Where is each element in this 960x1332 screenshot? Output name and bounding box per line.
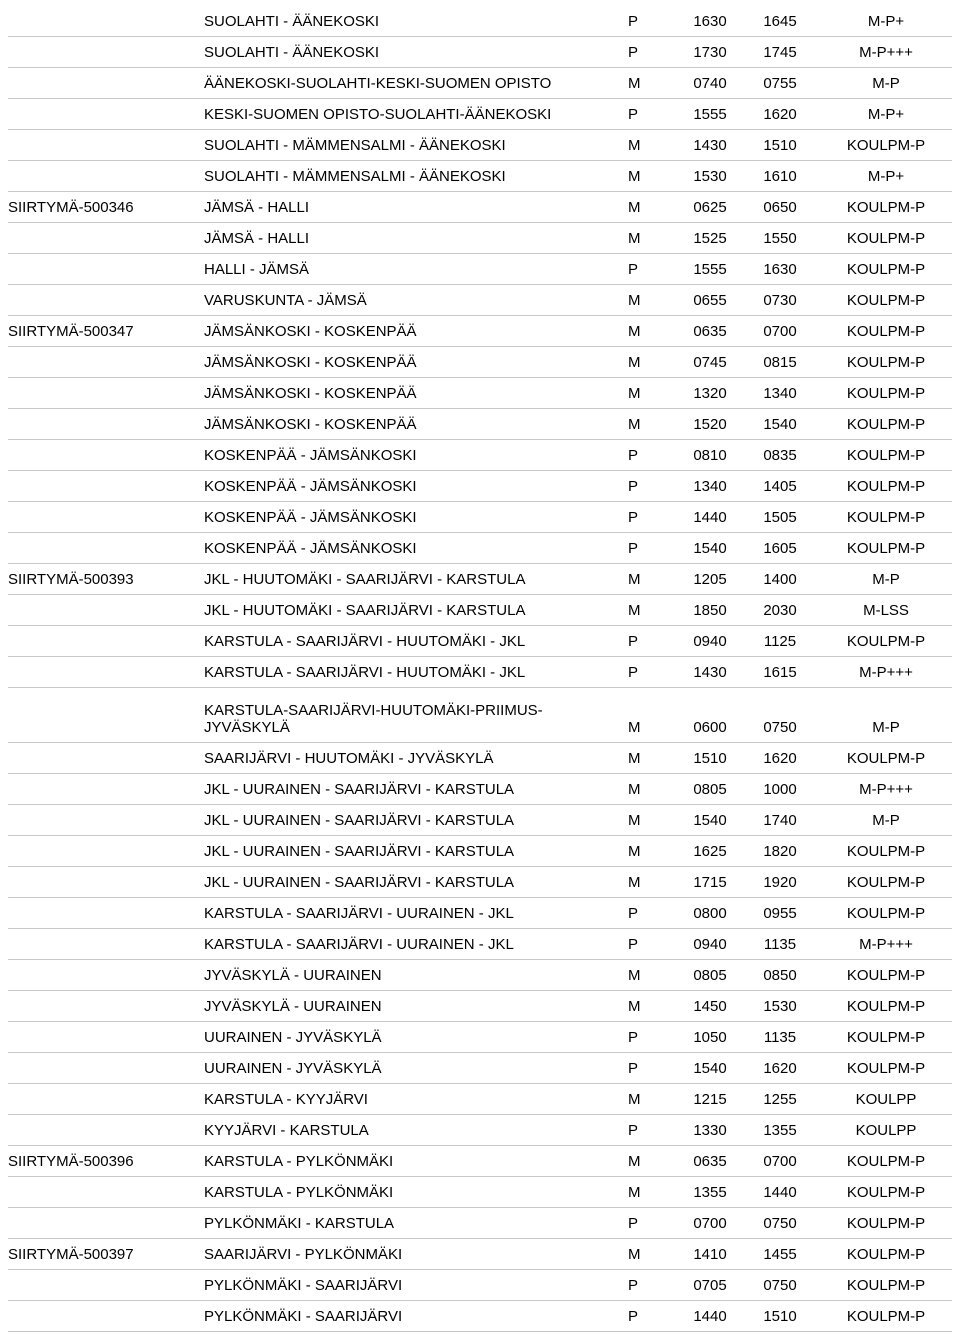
- route-cell: JKL - UURAINEN - SAARIJÄRVI - KARSTULA: [204, 836, 628, 867]
- direction-cell: P: [628, 1053, 680, 1084]
- line-id-cell: [8, 409, 204, 440]
- operating-days-cell: KOULPM-P: [820, 192, 952, 223]
- direction-cell: M: [628, 285, 680, 316]
- line-id-cell: [8, 502, 204, 533]
- direction-cell: M: [628, 409, 680, 440]
- schedule-table: [8, 6, 952, 1332]
- departure-time-cell: 0635: [680, 316, 740, 347]
- arrival-time-cell: 0700: [740, 316, 820, 347]
- line-id-cell: SIIRTYMÄ-500346: [8, 192, 204, 223]
- arrival-time-cell: 1530: [740, 991, 820, 1022]
- table-row: [8, 192, 952, 223]
- route-cell: KARSTULA - SAARIJÄRVI - UURAINEN - JKL: [204, 898, 628, 929]
- arrival-time-cell: 1605: [740, 533, 820, 564]
- route-cell: SUOLAHTI - MÄMMENSALMI - ÄÄNEKOSKI: [204, 161, 628, 192]
- route-cell: KARSTULA - SAARIJÄRVI - HUUTOMÄKI - JKL: [204, 657, 628, 688]
- line-id-cell: [8, 1301, 204, 1332]
- operating-days-cell: KOULPM-P: [820, 130, 952, 161]
- direction-cell: M: [628, 774, 680, 805]
- departure-time-cell: 1410: [680, 1239, 740, 1270]
- arrival-time-cell: 1620: [740, 743, 820, 774]
- table-row: [8, 991, 952, 1022]
- arrival-time-cell: 1820: [740, 836, 820, 867]
- table-row: [8, 37, 952, 68]
- schedule-body: [8, 6, 952, 1332]
- table-row: [8, 595, 952, 626]
- arrival-time-cell: 1620: [740, 99, 820, 130]
- direction-cell: P: [628, 1301, 680, 1332]
- arrival-time-cell: 1540: [740, 409, 820, 440]
- route-cell: KOSKENPÄÄ - JÄMSÄNKOSKI: [204, 471, 628, 502]
- departure-time-cell: 1625: [680, 836, 740, 867]
- arrival-time-cell: 1405: [740, 471, 820, 502]
- operating-days-cell: KOULPM-P: [820, 1022, 952, 1053]
- line-id-cell: [8, 161, 204, 192]
- departure-time-cell: 1340: [680, 471, 740, 502]
- line-id-cell: SIIRTYMÄ-500397: [8, 1239, 204, 1270]
- table-row: [8, 130, 952, 161]
- arrival-time-cell: 1125: [740, 626, 820, 657]
- route-cell: SUOLAHTI - ÄÄNEKOSKI: [204, 37, 628, 68]
- line-id-cell: [8, 68, 204, 99]
- operating-days-cell: KOULPM-P: [820, 409, 952, 440]
- line-id-cell: [8, 743, 204, 774]
- line-id-cell: [8, 471, 204, 502]
- line-id-cell: [8, 1177, 204, 1208]
- route-cell: UURAINEN - JYVÄSKYLÄ: [204, 1022, 628, 1053]
- direction-cell: P: [628, 254, 680, 285]
- operating-days-cell: KOULPM-P: [820, 1177, 952, 1208]
- operating-days-cell: KOULPM-P: [820, 836, 952, 867]
- line-id-cell: [8, 836, 204, 867]
- direction-cell: P: [628, 929, 680, 960]
- table-row: [8, 254, 952, 285]
- departure-time-cell: 1530: [680, 161, 740, 192]
- departure-time-cell: 1320: [680, 378, 740, 409]
- direction-cell: P: [628, 533, 680, 564]
- arrival-time-cell: 1255: [740, 1084, 820, 1115]
- direction-cell: M: [628, 130, 680, 161]
- table-row: [8, 1053, 952, 1084]
- route-cell: KARSTULA - KYYJÄRVI: [204, 1084, 628, 1115]
- route-cell: KARSTULA - PYLKÖNMÄKI: [204, 1177, 628, 1208]
- operating-days-cell: M-P+++: [820, 774, 952, 805]
- departure-time-cell: 1440: [680, 502, 740, 533]
- arrival-time-cell: 1630: [740, 254, 820, 285]
- arrival-time-cell: 0815: [740, 347, 820, 378]
- arrival-time-cell: 0850: [740, 960, 820, 991]
- arrival-time-cell: 0700: [740, 1146, 820, 1177]
- departure-time-cell: 0705: [680, 1270, 740, 1301]
- line-id-cell: [8, 223, 204, 254]
- operating-days-cell: M-LSS: [820, 595, 952, 626]
- line-id-cell: [8, 99, 204, 130]
- table-row: [8, 805, 952, 836]
- arrival-time-cell: 1455: [740, 1239, 820, 1270]
- direction-cell: M: [628, 347, 680, 378]
- departure-time-cell: 1355: [680, 1177, 740, 1208]
- arrival-time-cell: 1355: [740, 1115, 820, 1146]
- operating-days-cell: KOULPM-P: [820, 1208, 952, 1239]
- table-row: [8, 409, 952, 440]
- route-cell: JKL - HUUTOMÄKI - SAARIJÄRVI - KARSTULA: [204, 595, 628, 626]
- operating-days-cell: KOULPM-P: [820, 471, 952, 502]
- direction-cell: M: [628, 1177, 680, 1208]
- operating-days-cell: KOULPM-P: [820, 1270, 952, 1301]
- arrival-time-cell: 1550: [740, 223, 820, 254]
- line-id-cell: [8, 37, 204, 68]
- operating-days-cell: M-P+: [820, 6, 952, 37]
- operating-days-cell: KOULPM-P: [820, 626, 952, 657]
- direction-cell: P: [628, 99, 680, 130]
- arrival-time-cell: 0730: [740, 285, 820, 316]
- route-cell: HALLI - JÄMSÄ: [204, 254, 628, 285]
- operating-days-cell: KOULPM-P: [820, 991, 952, 1022]
- arrival-time-cell: 1505: [740, 502, 820, 533]
- arrival-time-cell: 1135: [740, 1022, 820, 1053]
- line-id-cell: [8, 774, 204, 805]
- operating-days-cell: KOULPM-P: [820, 743, 952, 774]
- operating-days-cell: KOULPP: [820, 1084, 952, 1115]
- table-row: [8, 99, 952, 130]
- line-id-cell: [8, 533, 204, 564]
- departure-time-cell: 1330: [680, 1115, 740, 1146]
- operating-days-cell: KOULPM-P: [820, 254, 952, 285]
- direction-cell: M: [628, 68, 680, 99]
- table-row: [8, 898, 952, 929]
- operating-days-cell: KOULPM-P: [820, 502, 952, 533]
- route-cell: JÄMSÄ - HALLI: [204, 223, 628, 254]
- table-row: [8, 836, 952, 867]
- operating-days-cell: M-P: [820, 805, 952, 836]
- departure-time-cell: 0700: [680, 1208, 740, 1239]
- route-cell: KESKI-SUOMEN OPISTO-SUOLAHTI-ÄÄNEKOSKI: [204, 99, 628, 130]
- arrival-time-cell: 1645: [740, 6, 820, 37]
- direction-cell: M: [628, 743, 680, 774]
- arrival-time-cell: 0955: [740, 898, 820, 929]
- direction-cell: P: [628, 37, 680, 68]
- table-row: [8, 1022, 952, 1053]
- departure-time-cell: 0745: [680, 347, 740, 378]
- departure-time-cell: 1555: [680, 254, 740, 285]
- departure-time-cell: 1540: [680, 533, 740, 564]
- operating-days-cell: KOULPP: [820, 1115, 952, 1146]
- table-row: [8, 502, 952, 533]
- departure-time-cell: 0810: [680, 440, 740, 471]
- direction-cell: M: [628, 1239, 680, 1270]
- route-cell: JKL - UURAINEN - SAARIJÄRVI - KARSTULA: [204, 774, 628, 805]
- operating-days-cell: M-P+: [820, 161, 952, 192]
- table-row: [8, 285, 952, 316]
- line-id-cell: [8, 6, 204, 37]
- operating-days-cell: KOULPM-P: [820, 316, 952, 347]
- arrival-time-cell: 1615: [740, 657, 820, 688]
- line-id-cell: [8, 285, 204, 316]
- line-id-cell: [8, 688, 204, 743]
- direction-cell: M: [628, 595, 680, 626]
- arrival-time-cell: 0650: [740, 192, 820, 223]
- direction-cell: P: [628, 657, 680, 688]
- route-cell: SAARIJÄRVI - HUUTOMÄKI - JYVÄSKYLÄ: [204, 743, 628, 774]
- route-cell: KOSKENPÄÄ - JÄMSÄNKOSKI: [204, 502, 628, 533]
- arrival-time-cell: 0835: [740, 440, 820, 471]
- route-cell: JYVÄSKYLÄ - UURAINEN: [204, 991, 628, 1022]
- operating-days-cell: M-P+: [820, 99, 952, 130]
- direction-cell: M: [628, 192, 680, 223]
- table-row: [8, 471, 952, 502]
- table-row: [8, 440, 952, 471]
- table-row: [8, 1146, 952, 1177]
- line-id-cell: [8, 657, 204, 688]
- operating-days-cell: KOULPM-P: [820, 378, 952, 409]
- line-id-cell: [8, 1208, 204, 1239]
- direction-cell: M: [628, 161, 680, 192]
- direction-cell: P: [628, 440, 680, 471]
- route-cell: KOSKENPÄÄ - JÄMSÄNKOSKI: [204, 440, 628, 471]
- operating-days-cell: KOULPM-P: [820, 347, 952, 378]
- departure-time-cell: 1430: [680, 130, 740, 161]
- operating-days-cell: M-P+++: [820, 37, 952, 68]
- line-id-cell: [8, 805, 204, 836]
- route-cell: JÄMSÄNKOSKI - KOSKENPÄÄ: [204, 378, 628, 409]
- route-cell: KARSTULA - SAARIJÄRVI - UURAINEN - JKL: [204, 929, 628, 960]
- line-id-cell: [8, 960, 204, 991]
- route-cell: KARSTULA - PYLKÖNMÄKI: [204, 1146, 628, 1177]
- route-cell: VARUSKUNTA - JÄMSÄ: [204, 285, 628, 316]
- line-id-cell: [8, 130, 204, 161]
- direction-cell: M: [628, 223, 680, 254]
- arrival-time-cell: 1510: [740, 130, 820, 161]
- arrival-time-cell: 0755: [740, 68, 820, 99]
- operating-days-cell: KOULPM-P: [820, 285, 952, 316]
- departure-time-cell: 1730: [680, 37, 740, 68]
- table-row: [8, 1084, 952, 1115]
- line-id-cell: [8, 595, 204, 626]
- direction-cell: M: [628, 564, 680, 595]
- route-cell: JÄMSÄNKOSKI - KOSKENPÄÄ: [204, 409, 628, 440]
- arrival-time-cell: 1440: [740, 1177, 820, 1208]
- route-cell: KARSTULA - SAARIJÄRVI - HUUTOMÄKI - JKL: [204, 626, 628, 657]
- table-row: [8, 867, 952, 898]
- line-id-cell: [8, 898, 204, 929]
- table-row: [8, 564, 952, 595]
- departure-time-cell: 1440: [680, 1301, 740, 1332]
- arrival-time-cell: 0750: [740, 1270, 820, 1301]
- direction-cell: M: [628, 991, 680, 1022]
- arrival-time-cell: 1400: [740, 564, 820, 595]
- direction-cell: P: [628, 898, 680, 929]
- departure-time-cell: 1450: [680, 991, 740, 1022]
- operating-days-cell: M-P: [820, 564, 952, 595]
- table-row: [8, 68, 952, 99]
- departure-time-cell: 1715: [680, 867, 740, 898]
- route-cell: JKL - UURAINEN - SAARIJÄRVI - KARSTULA: [204, 805, 628, 836]
- table-row: [8, 347, 952, 378]
- departure-time-cell: 0940: [680, 626, 740, 657]
- line-id-cell: [8, 1084, 204, 1115]
- table-row: [8, 657, 952, 688]
- departure-time-cell: 1430: [680, 657, 740, 688]
- direction-cell: M: [628, 316, 680, 347]
- route-cell: UURAINEN - JYVÄSKYLÄ: [204, 1053, 628, 1084]
- route-cell: KARSTULA-SAARIJÄRVI-HUUTOMÄKI-PRIIMUS-JYVÄSKYLÄ: [204, 688, 628, 743]
- route-cell: PYLKÖNMÄKI - SAARIJÄRVI: [204, 1270, 628, 1301]
- departure-time-cell: 0600: [680, 688, 740, 743]
- departure-time-cell: 0635: [680, 1146, 740, 1177]
- arrival-time-cell: 1340: [740, 378, 820, 409]
- direction-cell: P: [628, 471, 680, 502]
- table-row: [8, 688, 952, 743]
- operating-days-cell: KOULPM-P: [820, 223, 952, 254]
- departure-time-cell: 1525: [680, 223, 740, 254]
- route-cell: JKL - UURAINEN - SAARIJÄRVI - KARSTULA: [204, 867, 628, 898]
- direction-cell: M: [628, 960, 680, 991]
- direction-cell: P: [628, 1115, 680, 1146]
- route-cell: SUOLAHTI - MÄMMENSALMI - ÄÄNEKOSKI: [204, 130, 628, 161]
- direction-cell: M: [628, 805, 680, 836]
- arrival-time-cell: 1620: [740, 1053, 820, 1084]
- departure-time-cell: 1850: [680, 595, 740, 626]
- route-cell: JÄMSÄNKOSKI - KOSKENPÄÄ: [204, 347, 628, 378]
- arrival-time-cell: 1000: [740, 774, 820, 805]
- table-row: [8, 378, 952, 409]
- departure-time-cell: 0655: [680, 285, 740, 316]
- route-cell: PYLKÖNMÄKI - SAARIJÄRVI: [204, 1301, 628, 1332]
- direction-cell: M: [628, 1146, 680, 1177]
- operating-days-cell: M-P+++: [820, 929, 952, 960]
- direction-cell: P: [628, 6, 680, 37]
- direction-cell: P: [628, 1022, 680, 1053]
- table-row: [8, 929, 952, 960]
- direction-cell: M: [628, 836, 680, 867]
- arrival-time-cell: 1745: [740, 37, 820, 68]
- table-row: [8, 223, 952, 254]
- departure-time-cell: 1215: [680, 1084, 740, 1115]
- table-row: [8, 1301, 952, 1332]
- table-row: [8, 6, 952, 37]
- direction-cell: P: [628, 1208, 680, 1239]
- line-id-cell: [8, 347, 204, 378]
- operating-days-cell: M-P: [820, 688, 952, 743]
- direction-cell: P: [628, 1270, 680, 1301]
- table-row: [8, 1177, 952, 1208]
- line-id-cell: [8, 1270, 204, 1301]
- operating-days-cell: KOULPM-P: [820, 1239, 952, 1270]
- operating-days-cell: KOULPM-P: [820, 1301, 952, 1332]
- table-row: [8, 743, 952, 774]
- route-cell: KOSKENPÄÄ - JÄMSÄNKOSKI: [204, 533, 628, 564]
- arrival-time-cell: 1920: [740, 867, 820, 898]
- operating-days-cell: M-P: [820, 68, 952, 99]
- direction-cell: M: [628, 688, 680, 743]
- table-row: [8, 1208, 952, 1239]
- line-id-cell: SIIRTYMÄ-500393: [8, 564, 204, 595]
- line-id-cell: SIIRTYMÄ-500347: [8, 316, 204, 347]
- line-id-cell: [8, 1022, 204, 1053]
- table-row: [8, 1270, 952, 1301]
- direction-cell: P: [628, 626, 680, 657]
- departure-time-cell: 1555: [680, 99, 740, 130]
- arrival-time-cell: 0750: [740, 688, 820, 743]
- operating-days-cell: KOULPM-P: [820, 867, 952, 898]
- departure-time-cell: 0625: [680, 192, 740, 223]
- table-row: [8, 161, 952, 192]
- departure-time-cell: 0940: [680, 929, 740, 960]
- departure-time-cell: 1630: [680, 6, 740, 37]
- table-row: [8, 626, 952, 657]
- direction-cell: M: [628, 1084, 680, 1115]
- line-id-cell: SIIRTYMÄ-500396: [8, 1146, 204, 1177]
- departure-time-cell: 0805: [680, 774, 740, 805]
- table-row: [8, 1239, 952, 1270]
- route-cell: JÄMSÄNKOSKI - KOSKENPÄÄ: [204, 316, 628, 347]
- table-row: [8, 960, 952, 991]
- route-cell: SAARIJÄRVI - PYLKÖNMÄKI: [204, 1239, 628, 1270]
- departure-time-cell: 1540: [680, 805, 740, 836]
- arrival-time-cell: 1510: [740, 1301, 820, 1332]
- line-id-cell: [8, 626, 204, 657]
- route-cell: JÄMSÄ - HALLI: [204, 192, 628, 223]
- departure-time-cell: 1540: [680, 1053, 740, 1084]
- route-cell: JYVÄSKYLÄ - UURAINEN: [204, 960, 628, 991]
- arrival-time-cell: 1610: [740, 161, 820, 192]
- line-id-cell: [8, 440, 204, 471]
- arrival-time-cell: 1135: [740, 929, 820, 960]
- departure-time-cell: 0740: [680, 68, 740, 99]
- route-cell: PYLKÖNMÄKI - KARSTULA: [204, 1208, 628, 1239]
- line-id-cell: [8, 378, 204, 409]
- table-row: [8, 533, 952, 564]
- line-id-cell: [8, 867, 204, 898]
- operating-days-cell: KOULPM-P: [820, 1146, 952, 1177]
- route-cell: KYYJÄRVI - KARSTULA: [204, 1115, 628, 1146]
- table-row: [8, 774, 952, 805]
- operating-days-cell: KOULPM-P: [820, 440, 952, 471]
- route-cell: JKL - HUUTOMÄKI - SAARIJÄRVI - KARSTULA: [204, 564, 628, 595]
- operating-days-cell: M-P+++: [820, 657, 952, 688]
- direction-cell: M: [628, 867, 680, 898]
- line-id-cell: [8, 929, 204, 960]
- operating-days-cell: KOULPM-P: [820, 960, 952, 991]
- operating-days-cell: KOULPM-P: [820, 898, 952, 929]
- table-row: [8, 1115, 952, 1146]
- line-id-cell: [8, 254, 204, 285]
- departure-time-cell: 1510: [680, 743, 740, 774]
- route-cell: ÄÄNEKOSKI-SUOLAHTI-KESKI-SUOMEN OPISTO: [204, 68, 628, 99]
- departure-time-cell: 1520: [680, 409, 740, 440]
- line-id-cell: [8, 1053, 204, 1084]
- direction-cell: P: [628, 502, 680, 533]
- arrival-time-cell: 1740: [740, 805, 820, 836]
- operating-days-cell: KOULPM-P: [820, 1053, 952, 1084]
- direction-cell: M: [628, 378, 680, 409]
- arrival-time-cell: 0750: [740, 1208, 820, 1239]
- departure-time-cell: 1205: [680, 564, 740, 595]
- line-id-cell: [8, 991, 204, 1022]
- departure-time-cell: 0805: [680, 960, 740, 991]
- route-cell: SUOLAHTI - ÄÄNEKOSKI: [204, 6, 628, 37]
- table-row: [8, 316, 952, 347]
- operating-days-cell: KOULPM-P: [820, 533, 952, 564]
- arrival-time-cell: 2030: [740, 595, 820, 626]
- line-id-cell: [8, 1115, 204, 1146]
- departure-time-cell: 0800: [680, 898, 740, 929]
- departure-time-cell: 1050: [680, 1022, 740, 1053]
